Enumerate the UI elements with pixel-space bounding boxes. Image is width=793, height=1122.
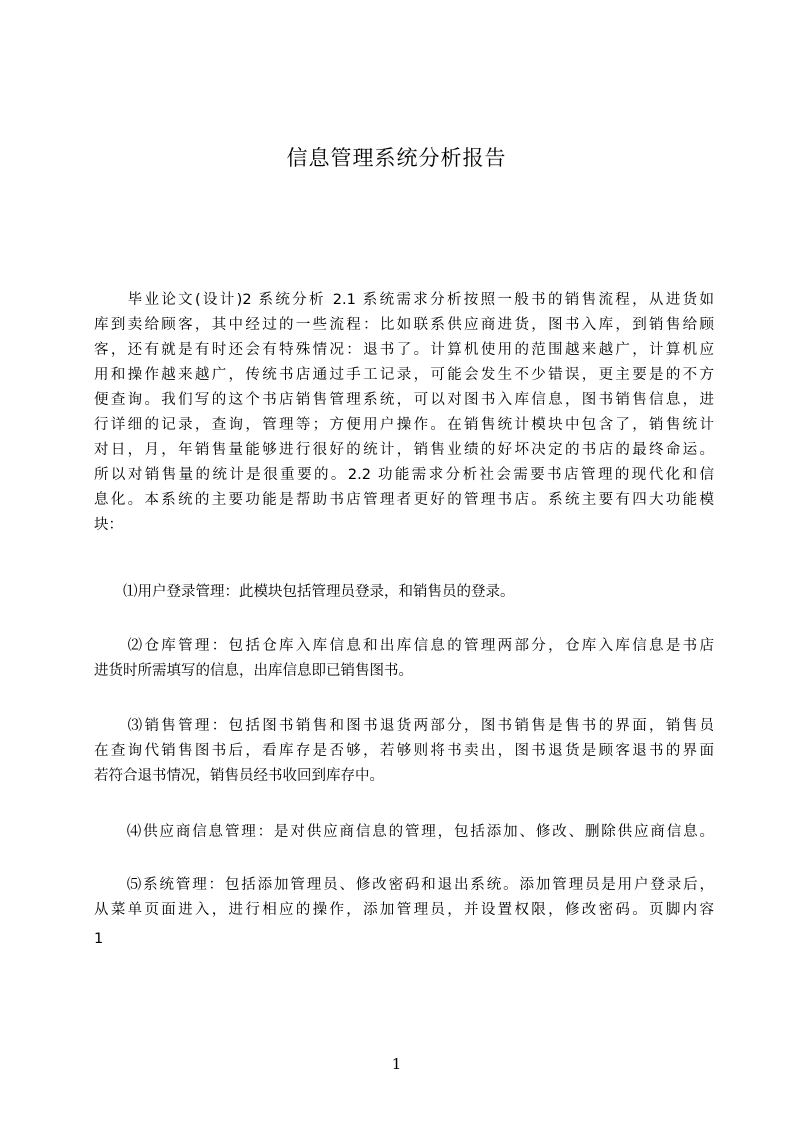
text-line: 用和操作越来越广，传统书店通过手工记录，可能会发生不少错误，更主要是的不方: [94, 367, 714, 383]
text-line: 毕业论文(设计)2 系统分析 2.1 系统需求分析按照一般书的销售流程，从进货如: [94, 292, 714, 308]
text-line: 进货时所需填写的信息，出库信息即已销售图书。: [94, 663, 413, 679]
text-line: 在查询代销售图书后，看库存是否够，若够则将书卖出，图书退货是顾客退书的界面: [94, 743, 714, 759]
page-number: 1: [391, 1055, 402, 1073]
text-line: 若符合退书情况，销售员经书收回到库存中。: [94, 768, 384, 784]
text-line: ⑷供应商信息管理：是对供应商信息的管理，包括添加、修改、删除供应商信息。: [94, 824, 714, 840]
text-line: 息化。本系统的主要功能是帮助书店管理者更好的管理书店。系统主要有四大功能模: [94, 492, 714, 508]
footer-number: 1: [94, 931, 104, 947]
text-line: 客，还有就是有时还会有特殊情况：退书了。计算机使用的范围越来越广，计算机应: [94, 342, 714, 358]
text-line: 从菜单页面进入，进行相应的操作，添加管理员，并设置权限，修改密码。页脚内容: [94, 902, 714, 918]
module-sales-paragraph: [94, 714, 714, 789]
text-line: ⑶销售管理：包括图书销售和图书退货两部分，图书销售是售书的界面，销售员: [94, 718, 714, 734]
module-user-login-paragraph: [94, 580, 714, 605]
document-title: 信息管理系统分析报告: [286, 146, 507, 170]
text-line: 库到卖给顾客，其中经过的一些流程：比如联系供应商进货，图书入库，到销售给顾: [94, 317, 714, 333]
text-line: ⑸系统管理：包括添加管理员、修改密码和退出系统。添加管理员是用户登录后，: [94, 877, 714, 893]
text-line: 便查询。我们写的这个书店销售管理系统，可以对图书入库信息，图书销售信息，进: [94, 392, 714, 408]
intro-paragraph: [94, 288, 714, 538]
text-line: ⑵仓库管理：包括仓库入库信息和出库信息的管理两部分，仓库入库信息是书店: [94, 638, 714, 654]
text-line: 块：: [94, 517, 123, 533]
text-line: ⑴用户登录管理：此模块包括管理员登录，和销售员的登录。: [94, 584, 515, 600]
module-warehouse-paragraph: [94, 634, 714, 684]
module-system-paragraph: [94, 873, 714, 923]
text-line: 行详细的记录，查询，管理等；方便用户操作。在销售统计模块中包含了，销售统计: [94, 417, 714, 433]
text-line: 对日，月，年销售量能够进行很好的统计，销售业绩的好坏决定的书店的最终命运。: [94, 442, 714, 458]
module-supplier-paragraph: [94, 820, 714, 845]
text-line: 所以对销售量的统计是很重要的。2.2 功能需求分析社会需要书店管理的现代化和信: [94, 467, 714, 483]
